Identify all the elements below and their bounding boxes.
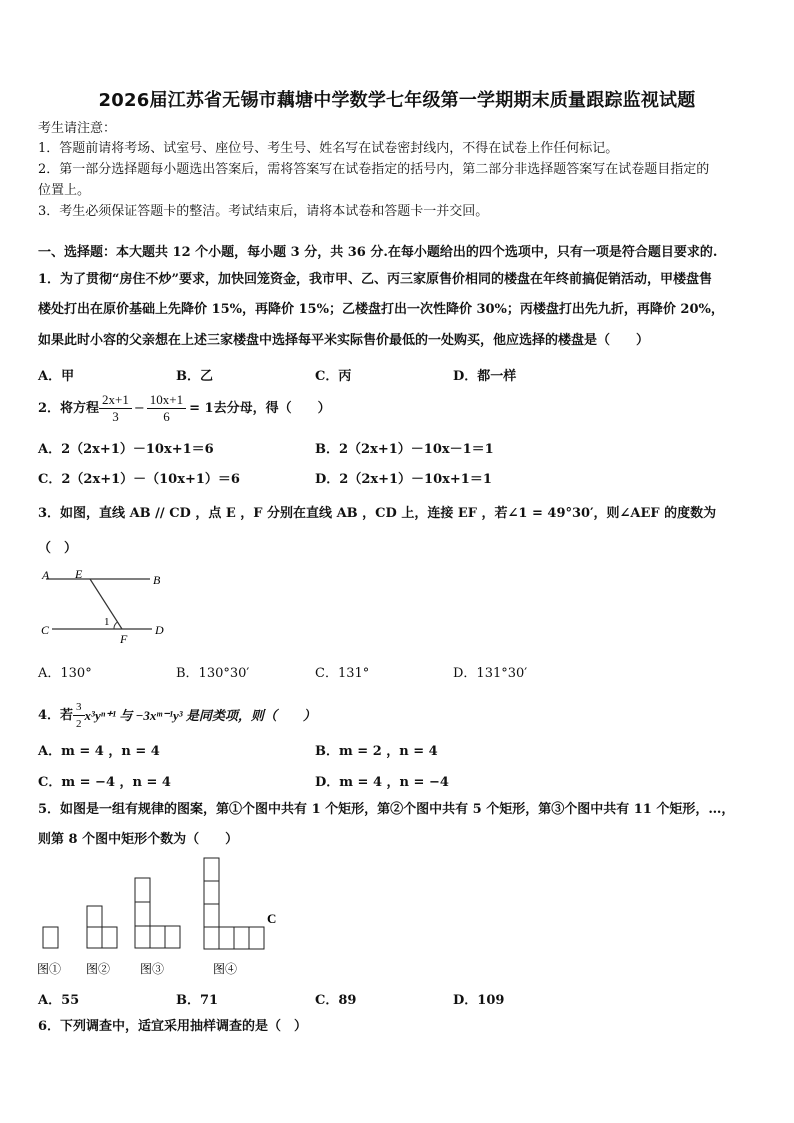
q4-expression: x³yⁿ⁺¹ 与 −3xᵐ⁻¹y³ 是同类项，则（ ） bbox=[84, 707, 316, 723]
pattern-2 bbox=[87, 906, 117, 948]
q3-stem: 3．如图，直线 AB // CD ，点 E ，F 分别在直线 AB ，CD 上，连接 EF ，若∠1 = 49°30′，则∠AEF 的度数为 bbox=[38, 506, 717, 521]
notice-item-1: 1．答题前请将考场、试室号、座位号、考生号、姓名写在试卷密封线内，不得在试卷上作任何标记。 bbox=[38, 141, 619, 156]
q5-option-b: B．71 bbox=[176, 993, 219, 1008]
notice-heading: 考生请注意： bbox=[38, 121, 117, 136]
label-c-mark: C bbox=[267, 911, 277, 926]
q4-option-d: D．m = 4 ，n = −4 bbox=[315, 775, 449, 790]
notice-item-2: 2．第一部分选择题每小题选出答案后，需将答案写在试卷指定的括号内，第二部分非选择题答案写在试卷题目指定的 bbox=[38, 162, 710, 177]
q2-frac1-num: 2x+1 bbox=[99, 392, 132, 409]
q2-option-c: C．2（2x+1）－（10x+1）＝6 bbox=[38, 472, 240, 487]
q4-prefix: 4．若 bbox=[38, 707, 74, 723]
notice-item-2-cont: 位置上。 bbox=[38, 183, 91, 198]
q2-minus: − bbox=[133, 400, 145, 416]
q1-line-3: 如果此时小容的父亲想在上述三家楼盘中选择每平米实际售价最低的一处购买，他应选择的楼盘是（ ） bbox=[38, 333, 650, 348]
notice-item-3: 3．考生必须保证答题卡的整洁。考试结束后，请将本试卷和答题卡一并交回。 bbox=[38, 204, 489, 219]
q2-frac2-den: 6 bbox=[163, 409, 170, 424]
label-c: C bbox=[41, 623, 50, 637]
q2-option-d: D．2（2x+1）－10x+1＝1 bbox=[315, 472, 492, 487]
q4-fraction bbox=[73, 699, 85, 732]
q4-frac-num: 3 bbox=[73, 699, 85, 716]
label-angle-1: 1 bbox=[104, 616, 110, 628]
q5-option-d: D．109 bbox=[453, 993, 505, 1008]
label-e: E bbox=[75, 567, 83, 581]
q6-stem: 6．下列调查中，适宜采用抽样调查的是（ ） bbox=[38, 1019, 308, 1034]
q4-option-a: A．m = 4 ，n = 4 bbox=[38, 744, 160, 759]
q5-line-2: 则第 8 个图中矩形个数为（ ） bbox=[38, 832, 239, 847]
q2-prefix: 2．将方程 bbox=[38, 400, 100, 416]
page-title: 2026届江苏省无锡市藕塘中学数学七年级第一学期期末质量跟踪监视试题 bbox=[98, 90, 696, 111]
q1-option-b: B．乙 bbox=[176, 369, 213, 384]
q5-figure bbox=[36, 855, 286, 980]
q2-stem bbox=[38, 392, 331, 425]
label-a: A bbox=[42, 568, 50, 582]
q3-option-a: A．130° bbox=[38, 666, 92, 681]
fig-label-4: 图④ bbox=[213, 962, 238, 976]
q2-option-b: B．2（2x+1）－10x－1＝1 bbox=[315, 442, 494, 457]
q1-option-d: D．都一样 bbox=[453, 369, 517, 384]
q1-option-a: A．甲 bbox=[38, 369, 75, 384]
q2-frac2-num: 10x+1 bbox=[147, 392, 186, 409]
q4-option-c: C．m = −4 ，n = 4 bbox=[38, 775, 171, 790]
q5-line-1: 5．如图是一组有规律的图案，第①个图中共有 1 个矩形，第②个图中共有 5 个矩形，第③个图中共有 11 个矩形，…， bbox=[38, 802, 735, 817]
label-d: D bbox=[155, 623, 164, 637]
q2-fraction-2 bbox=[147, 392, 186, 425]
section-heading: 一、选择题：本大题共 12 个小题，每小题 3 分，共 36 分.在每小题给出的四个选项中，只有一项是符合题目要求的. bbox=[38, 245, 718, 260]
pattern-3 bbox=[135, 878, 182, 948]
q2-fraction-1 bbox=[99, 392, 132, 425]
q5-option-c: C．89 bbox=[315, 993, 357, 1008]
q2-frac1-den: 3 bbox=[112, 409, 119, 424]
angle-1-arc bbox=[114, 622, 118, 629]
q3-option-b: B．130°30′ bbox=[176, 666, 250, 681]
label-b: B bbox=[153, 573, 161, 587]
q3-figure bbox=[38, 565, 168, 647]
pattern-1 bbox=[43, 927, 58, 948]
q4-frac-den: 2 bbox=[76, 718, 82, 730]
q3-option-d: D．131°30′ bbox=[453, 666, 528, 681]
q2-option-a: A．2（2x+1）－10x+1＝6 bbox=[38, 442, 214, 457]
pattern-4 bbox=[204, 858, 267, 949]
q3-option-c: C．131° bbox=[315, 666, 370, 681]
q4-option-b: B．m = 2 ，n = 4 bbox=[315, 744, 438, 759]
q4-stem bbox=[38, 699, 316, 732]
q2-suffix: = 1去分母，得（ ） bbox=[189, 400, 331, 416]
fig-label-2: 图② bbox=[86, 962, 111, 976]
q1-line-1: 1．为了贯彻“房住不炒”要求，加快回笼资金，我市甲、乙、丙三家原售价相同的楼盘在年终前搞促销活动，甲楼盘售 bbox=[38, 272, 713, 287]
q1-line-2: 楼处打出在原价基础上先降价 15%，再降价 15%；乙楼盘打出一次性降价 30%；丙楼盘打出先九折，再降价 20%， bbox=[38, 302, 724, 317]
q3-paren: （ ） bbox=[38, 541, 78, 556]
label-f: F bbox=[120, 632, 128, 646]
q5-option-a: A．55 bbox=[38, 993, 80, 1008]
fig-label-1: 图① bbox=[37, 962, 62, 976]
fig-label-3: 图③ bbox=[140, 962, 165, 976]
q1-option-c: C．丙 bbox=[315, 369, 352, 384]
